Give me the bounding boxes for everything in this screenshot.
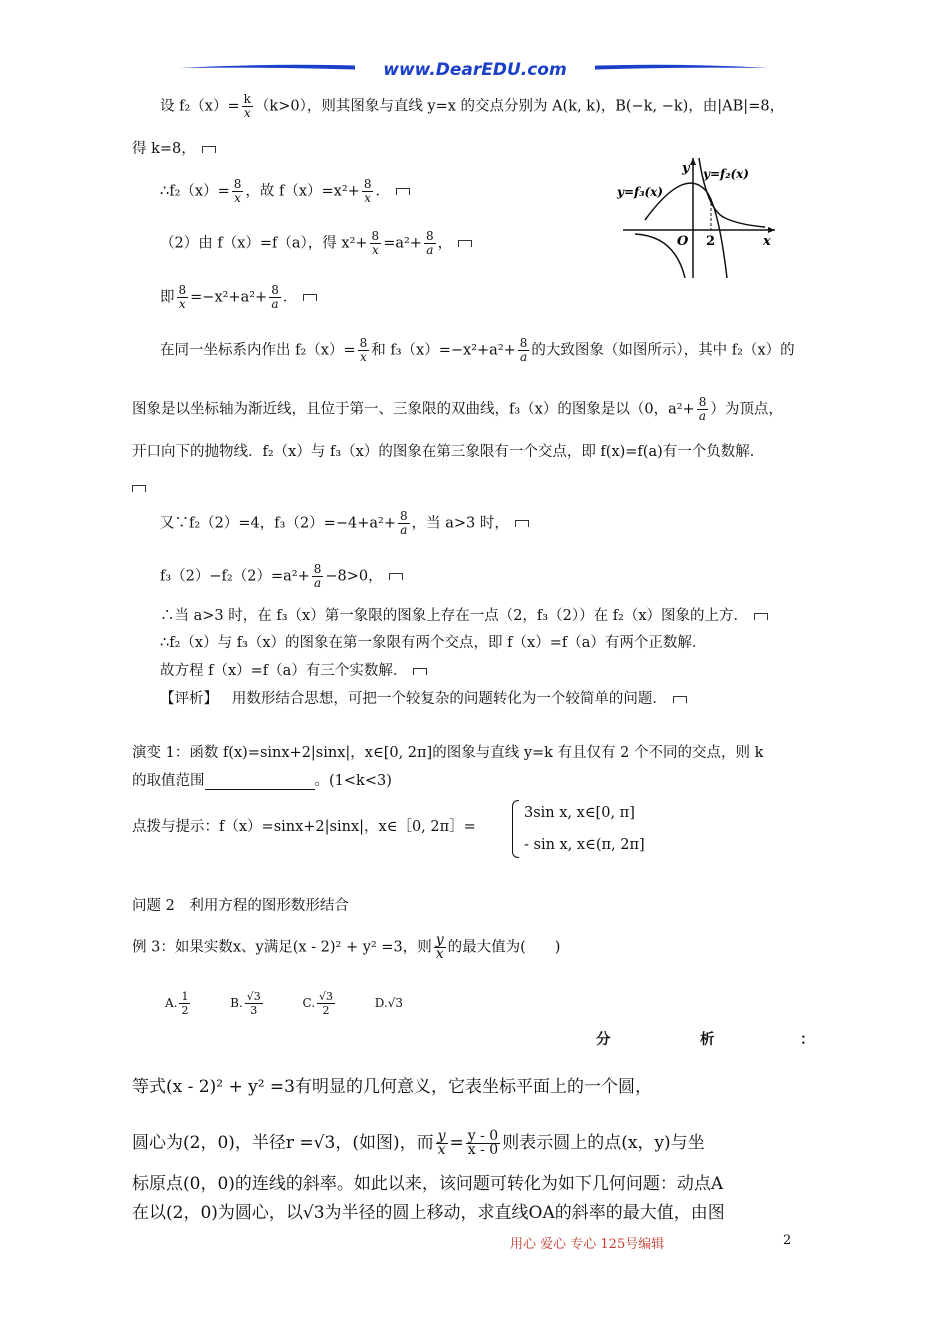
text-line: 的取值范围 。(1<k<3) bbox=[132, 773, 392, 789]
function-graph bbox=[615, 150, 785, 285]
return-mark bbox=[754, 613, 768, 620]
curve-label-f2: y=f₂(x) bbox=[703, 167, 749, 181]
text: （k>0），则其图象与直线 y=x 的交点分别为 A(k, k)，B(−k, −k)，由|AB|=8， bbox=[254, 98, 785, 115]
text-line: （2）由 f（x）=f（a），得 x²+ $\frac{8}{x}$ =a²+ $\frac{8}{a}$ ， bbox=[160, 230, 472, 257]
return-mark bbox=[303, 294, 317, 301]
return-mark bbox=[389, 573, 403, 580]
y-axis-label: y bbox=[682, 161, 690, 176]
option-b[interactable]: B. $\frac{√3}{3}$ bbox=[230, 990, 261, 1017]
text-line: 图象是以坐标轴为渐近线，且位于第一、三象限的双曲线，f₃（x）的图象是以（0，a²+ $\frac{8}{a}$ ）为顶点， bbox=[132, 395, 783, 423]
tick-label: 2 bbox=[706, 234, 716, 249]
case-line: 3sin x, x∈[0, π] bbox=[524, 805, 635, 821]
text-line: ∴f₂（x）= $\frac{8}{x}$ ，故 f（x）=x²+ $\frac{8}{x}$ ． bbox=[160, 178, 410, 205]
text-line: 点拨与提示：f（x）=sinx+2|sinx|，x∈［0, 2π］= bbox=[132, 819, 476, 835]
site-logo: www.DearEDU.com bbox=[355, 60, 595, 80]
analysis-label-3: ： bbox=[800, 1031, 815, 1048]
return-mark bbox=[458, 240, 472, 247]
return-mark bbox=[413, 668, 427, 675]
case-line: - sin x, x∈(π, 2π] bbox=[524, 837, 645, 853]
section-heading: 问题 2 利用方程的图形数形结合 bbox=[132, 898, 349, 914]
option-d[interactable]: D.√3 bbox=[374, 996, 403, 1010]
text-line: 【评析】 用数形结合思想，可把一个较复杂的问题转化为一个较简单的问题． bbox=[160, 690, 687, 708]
text-line bbox=[160, 93, 784, 120]
text-line: 得 k=8， bbox=[132, 140, 216, 158]
text-line: 又∵f₂（2）=4，f₃（2）=−4+a²+ $\frac{8}{a}$ ，当 a>3 时， bbox=[160, 510, 529, 537]
text: 设 f₂（x）= bbox=[160, 98, 240, 115]
text-line: 即 $\frac{8}{x}$ =−x²+a²+ $\frac{8}{a}$ ． bbox=[160, 284, 317, 311]
text-line: 标原点(0，0)的连线的斜率。如此以来，该问题可转化为如下几何问题：动点A bbox=[132, 1174, 724, 1194]
curve-label-f3: y=f₃(x) bbox=[617, 185, 663, 199]
return-mark bbox=[515, 520, 529, 527]
analysis-label-1: 分 bbox=[596, 1031, 611, 1048]
return-mark bbox=[202, 146, 216, 153]
analysis-label-2: 析 bbox=[700, 1031, 715, 1048]
comment-tag: 【评析】 bbox=[160, 691, 218, 707]
footer-text: 用心 爱心 专心 125号编辑 bbox=[510, 1237, 665, 1252]
option-a[interactable]: A. $\frac{1}{2}$ bbox=[165, 990, 189, 1017]
return-mark bbox=[132, 485, 146, 492]
x-axis-label: x bbox=[763, 234, 771, 249]
text-line: 在以(2，0)为圆心，以√3为半径的圆上移动，求直线OA的斜率的最大值，由图 bbox=[132, 1203, 725, 1223]
text-line: 演变 1：函数 f(x)=sinx+2|sinx|，x∈[0, 2π]的图象与直线 y=k 有且仅有 2 个不同的交点，则 k bbox=[132, 745, 764, 761]
text-line: ∴当 a>3 时，在 f₃（x）第一象限的图象上存在一点（2，f₃（2））在 f₂（x）图象的上方． bbox=[160, 607, 768, 625]
fraction: $\frac{k}{x}$ bbox=[243, 92, 251, 120]
text-line: ∴f₂（x）与 f₃（x）的图象在第一象限有两个交点，即 f（x）=f（a）有两个正数解． bbox=[160, 635, 707, 651]
text-line: 等式(x - 2)² + y² =3有明显的几何意义，它表坐标平面上的一个圆， bbox=[132, 1077, 652, 1097]
text-line: 故方程 f（x）=f（a）有三个实数解． bbox=[160, 662, 427, 680]
text-line: f₃（2）−f₂（2）=a²+ $\frac{8}{a}$ −8>0， bbox=[160, 563, 403, 590]
origin-label: O bbox=[677, 234, 689, 249]
return-mark bbox=[673, 696, 687, 703]
page-number: 2 bbox=[783, 1233, 792, 1248]
return-mark bbox=[396, 188, 410, 195]
text-line: 圆心为(2，0)，半径r =√3，(如图)，而 $\frac{y}{x}$ = $\frac{y - 0}{x - 0}$ 则表示圆上的点(x，y)与坐 bbox=[132, 1128, 705, 1158]
option-c[interactable]: C. $\frac{√3}{2}$ bbox=[302, 990, 334, 1017]
answer-options bbox=[165, 990, 403, 1017]
text-line: 例 3：如果实数x、y满足(x - 2)² + y² =3，则 $\frac{y}{x}$ 的最大值为( ) bbox=[132, 932, 561, 962]
text-line: 在同一坐标系内作出 f₂（x）= $\frac{8}{x}$ 和 f₃（x）=−x²+a²+ $\frac{8}{a}$ 的大致图象（如图所示），其中 f₂（x）的 bbox=[160, 336, 795, 364]
answer-blank[interactable] bbox=[205, 775, 315, 790]
brace bbox=[512, 800, 519, 858]
text-line: 开口向下的抛物线．f₂（x）与 f₃（x）的图象在第三象限有一个交点，即 f(x)=f(a)有一个负数解． bbox=[132, 444, 765, 460]
